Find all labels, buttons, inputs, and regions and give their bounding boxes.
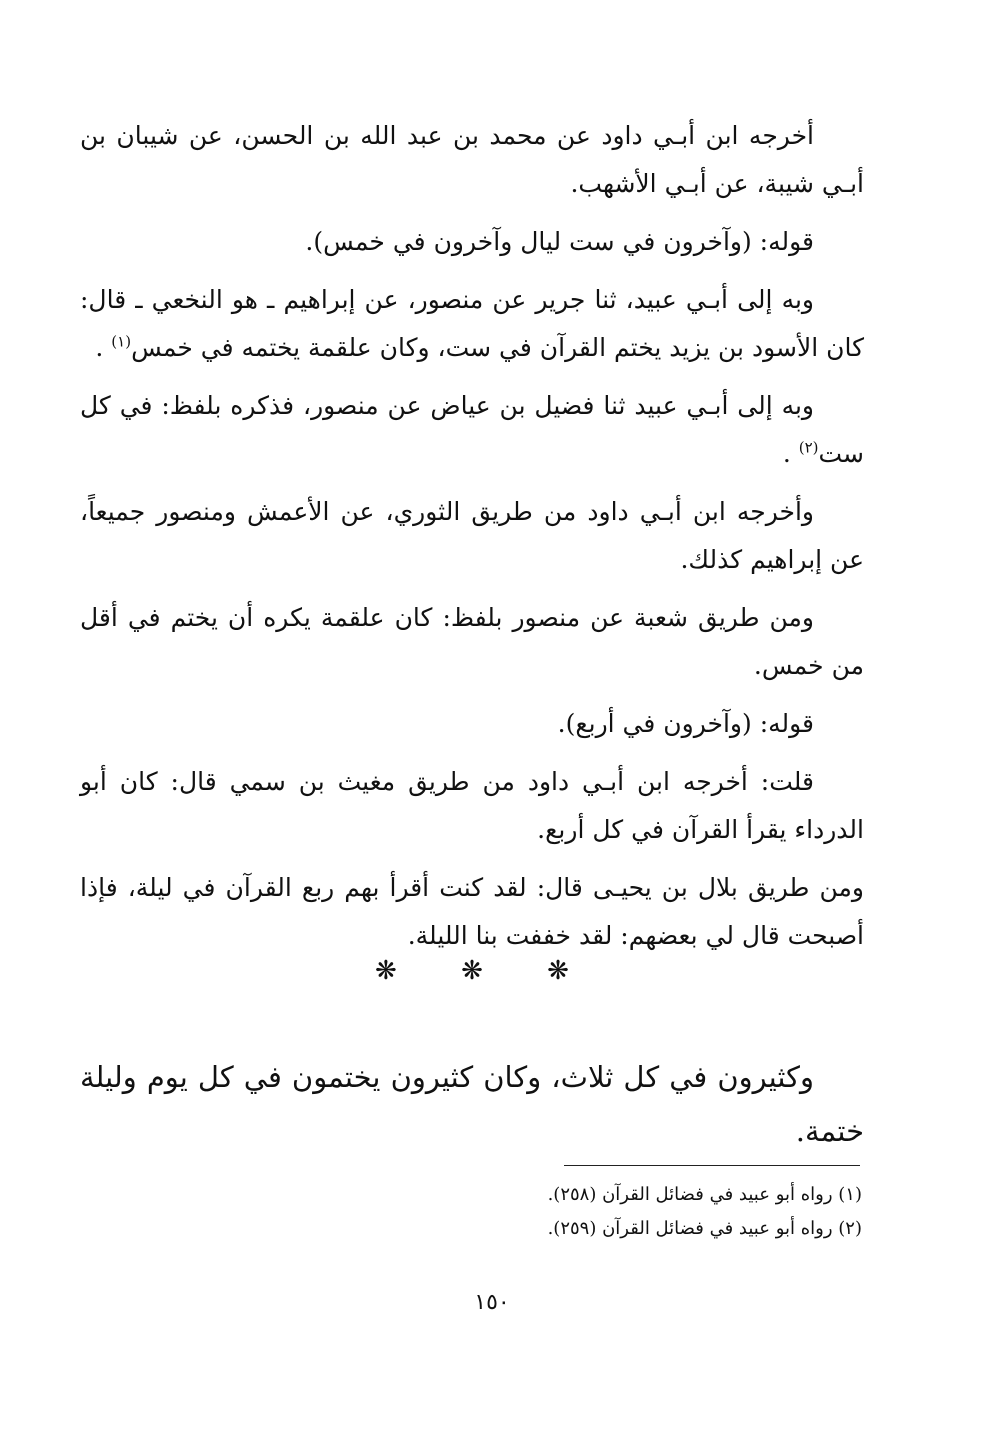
footnotes [300, 1178, 862, 1246]
footnote: (١) رواه أبو عبيد في فضائل القرآن (٢٥٨). [547, 1184, 862, 1205]
paragraph [80, 276, 864, 372]
paragraph: ومن طريق بلال بن يحيـى قال: لقد كنت أقرأ بهم ربع القرآن في ليلة، فإذا أصبحت قال لي بعضهم: لقد خففت بنا الليلة. [80, 873, 864, 950]
section-separator: ❋ ❋ ❋ [375, 956, 569, 986]
paragraph: وأخرجه ابن أبـي داود من طريق الثوري، عن الأعمش ومنصور جميعاً، عن إبراهيم كذلك. [80, 497, 864, 574]
footnote-marker: (٢) [798, 438, 819, 457]
paragraph: أخرجه ابن أبـي داود عن محمد بن عبد الله بن الحسن، عن شيبان بن أبـي شيبة، عن أبـي الأشهب. [80, 121, 864, 198]
footnote: (٢) رواه أبو عبيد في فضائل القرآن (٢٥٩). [547, 1218, 862, 1239]
paragraph: قوله: (وآخرون في ست ليال وآخرون في خمس). [305, 227, 814, 256]
closing-text [80, 1050, 864, 1158]
paragraph-text: وبه إلى أبـي عبيد ثنا فضيل بن عياض عن منصور، فذكره بلفظ: في كل ست [80, 391, 864, 468]
main-text [80, 112, 864, 970]
paragraph [80, 382, 864, 478]
paragraph: وكثيرون في كل ثلاث، وكان كثيرون يختمون في كل يوم وليلة ختمة. [80, 1060, 864, 1148]
footnote-marker: (١) [111, 332, 132, 351]
period: . [782, 439, 791, 468]
page-number: ١٥٠ [474, 1290, 510, 1315]
period: . [95, 333, 104, 362]
paragraph: قلت: أخرجه ابن أبـي داود من طريق مغيث بن سمي قال: كان أبو الدرداء يقرأ القرآن في كل أربع. [80, 767, 864, 844]
paragraph-text: وبه إلى أبـي عبيد، ثنا جرير عن منصور، عن إبراهيم ـ هو النخعي ـ قال: كان الأسود بن يزيد يختم القرآن في ست، وكان علقمة يختمه في خمس [80, 285, 864, 362]
paragraph: ومن طريق شعبة عن منصور بلفظ: كان علقمة يكره أن يختم في أقل من خمس. [80, 603, 864, 680]
footnote-divider [564, 1165, 860, 1166]
paragraph: قوله: (وآخرون في أربع). [557, 709, 814, 738]
